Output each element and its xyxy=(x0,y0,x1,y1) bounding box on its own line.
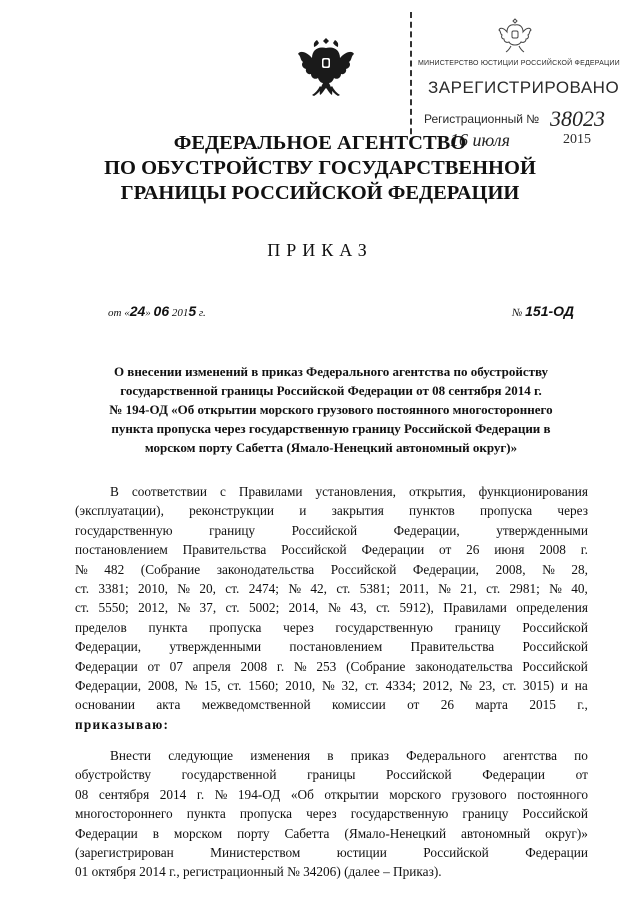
amendment-paragraph xyxy=(75,746,588,882)
word: № xyxy=(288,581,302,597)
word: Федерации, xyxy=(393,522,460,538)
heading-line: № 194-ОД «Об открытии морского грузового постоянного многостороннего xyxy=(109,402,553,417)
word: границу xyxy=(209,522,256,538)
word: 2008 xyxy=(539,542,566,558)
word: Российской xyxy=(522,639,588,655)
word: «Об xyxy=(290,786,314,802)
word: № xyxy=(184,678,198,694)
word: от xyxy=(439,542,452,558)
word: 20, xyxy=(199,581,216,597)
word: 482 xyxy=(104,561,125,577)
word: Внести xyxy=(110,748,152,763)
word: сентября xyxy=(98,786,150,802)
heading-line: морском порту Сабетта (Ямало-Ненецкий автономный округ)» xyxy=(144,440,518,455)
paragraph-line xyxy=(75,824,588,843)
word: открытия, xyxy=(408,484,466,499)
word: 26 xyxy=(466,542,480,558)
word: 3381; xyxy=(98,581,129,597)
word: 07 xyxy=(169,658,183,674)
word: Российской xyxy=(423,845,489,861)
word: функционирования xyxy=(478,484,588,499)
word: пропуска xyxy=(209,619,262,635)
word: (Ямало-Ненецкий xyxy=(344,825,447,841)
stamp-reg-date: 16 июля xyxy=(450,130,510,150)
word: ст. xyxy=(227,678,242,694)
paragraph-line xyxy=(75,804,588,823)
word: 2012, xyxy=(422,678,453,694)
word: государственной xyxy=(181,767,277,783)
word: Федерации xyxy=(75,825,138,841)
word: пределов xyxy=(75,619,127,635)
paragraph-line xyxy=(75,746,588,765)
word: 21, xyxy=(460,581,477,597)
word: № xyxy=(177,600,191,616)
word: морского xyxy=(389,786,442,802)
ministry-eagle-logo xyxy=(498,16,532,54)
word: № xyxy=(177,581,190,597)
heading-line: О внесении изменений в приказ Федерального агентства по обустройству xyxy=(113,364,549,379)
stamp-ministry-name: МИНИСТЕРСТВО ЮСТИЦИИ РОССИЙСКОЙ ФЕДЕРАЦИИ xyxy=(418,60,620,67)
stamp-reg-year: 2015 xyxy=(563,132,591,147)
word: 2981; xyxy=(509,581,540,597)
word: марта xyxy=(475,697,508,713)
word: № xyxy=(542,561,555,577)
order-number xyxy=(512,303,574,319)
word: ст. xyxy=(486,581,501,597)
word: Федерации, xyxy=(412,561,480,577)
word: следующие xyxy=(168,748,234,763)
word: № xyxy=(287,864,304,880)
word: 32, xyxy=(341,678,359,694)
word: Российской xyxy=(522,806,588,822)
paragraph-line xyxy=(75,695,588,714)
word: государственную xyxy=(335,619,433,635)
word: 28, xyxy=(571,561,588,577)
date-mid: » xyxy=(145,307,154,319)
word: 5002; xyxy=(248,600,280,616)
word: ст. xyxy=(75,581,90,597)
word: изменения xyxy=(250,748,311,763)
heading-line: государственной границы Российской Федерации от 08 сентября 2014 г. xyxy=(120,383,542,398)
word: 5912), xyxy=(399,600,434,616)
word: границы xyxy=(307,767,356,783)
word: 2014, xyxy=(288,600,319,616)
word: приказ xyxy=(350,748,389,763)
word: пункта xyxy=(148,619,188,635)
word: г. xyxy=(580,542,588,558)
word: 2012, xyxy=(138,600,169,616)
word: 37, xyxy=(199,600,217,616)
agency-name-line: ФЕДЕРАЛЬНОЕ АГЕНТСТВО xyxy=(173,132,467,154)
stamp-registered-label: ЗАРЕГИСТРИРОВАНО xyxy=(428,78,620,97)
year-suffix: г. xyxy=(196,307,206,319)
word: Российской xyxy=(281,542,347,558)
order-month: 06 xyxy=(153,303,170,319)
word: регистрационный xyxy=(183,864,288,880)
paragraph-line xyxy=(75,676,588,695)
word: 194-ОД xyxy=(237,786,281,802)
year-prefix: 201 xyxy=(169,307,189,319)
word: юстиции xyxy=(336,845,387,861)
word: Федерации xyxy=(75,658,138,674)
word: закрытия xyxy=(331,503,384,519)
word: 40, xyxy=(571,581,588,597)
word: (Собрание xyxy=(346,658,406,674)
word: многостороннего xyxy=(75,806,173,822)
word: № xyxy=(214,786,228,802)
registration-stamp xyxy=(410,12,620,150)
word: – xyxy=(383,864,394,880)
word: от xyxy=(147,658,160,674)
paragraph-line xyxy=(75,843,588,862)
word: № xyxy=(327,600,341,616)
word: и xyxy=(560,678,568,694)
word: Федерального xyxy=(406,748,486,763)
paragraph-line xyxy=(75,501,588,520)
word: 2014 xyxy=(159,786,187,802)
word: пунктов xyxy=(409,503,455,519)
word: грузового xyxy=(451,786,507,802)
word: пропуска xyxy=(479,503,533,519)
word: округ)» xyxy=(545,825,588,841)
agency-name-line: ГРАНИЦЫ РОССИЙСКОЙ ФЕДЕРАЦИИ xyxy=(120,182,520,204)
word: государственную xyxy=(75,522,173,538)
word: 2474; xyxy=(248,581,279,597)
word: границу xyxy=(462,806,509,822)
word: порту xyxy=(237,825,270,841)
word: от xyxy=(407,697,420,713)
word: от xyxy=(575,767,588,783)
stamp-reg-number: 38023 xyxy=(550,106,605,131)
word: 5550; xyxy=(98,600,129,616)
word: 01 xyxy=(75,864,92,880)
word: и xyxy=(299,503,307,519)
word: в xyxy=(152,825,159,841)
document-type: ПРИКАЗ xyxy=(267,240,373,260)
word: (Собрание xyxy=(140,561,201,577)
word: Правительства xyxy=(182,542,267,558)
word: ст. xyxy=(225,581,240,597)
stamp-border xyxy=(410,12,412,144)
word: ст. xyxy=(336,581,351,597)
word: ст. xyxy=(75,600,90,616)
word: пункта xyxy=(186,806,226,822)
word: Российской xyxy=(291,522,358,538)
word: Российской xyxy=(386,767,452,783)
paragraph-line xyxy=(75,862,588,881)
word: 34206) xyxy=(303,864,345,880)
word: 23, xyxy=(478,678,496,694)
word: ст. xyxy=(376,600,391,616)
word: соответствии xyxy=(131,484,207,499)
word: Правительства xyxy=(410,639,495,655)
word: постановлением xyxy=(75,542,168,558)
word: 3015) xyxy=(523,678,555,694)
order-number-value: 151-ОД xyxy=(525,303,574,319)
word: границу xyxy=(454,619,501,635)
word: государственную xyxy=(350,806,449,822)
word: через xyxy=(306,806,337,822)
paragraph-line xyxy=(75,482,588,501)
paragraph-line xyxy=(75,618,588,637)
word: Федерации, xyxy=(75,678,142,694)
word: 5381; xyxy=(359,581,391,597)
paragraph-line xyxy=(75,637,588,656)
word: 43, xyxy=(350,600,367,616)
word: В xyxy=(110,484,119,499)
word: 2008, xyxy=(147,678,178,694)
word: № xyxy=(75,561,88,577)
word: № xyxy=(293,658,307,674)
order-heading xyxy=(72,362,590,457)
word: № xyxy=(459,678,473,694)
word: 2008 xyxy=(240,658,268,674)
order-year-digit: 5 xyxy=(188,303,197,319)
word: 253 xyxy=(316,658,337,674)
double-headed-eagle-emblem xyxy=(297,34,355,100)
word: обустройству xyxy=(75,767,152,783)
order-day: 24 xyxy=(129,303,146,319)
number-prefix: № xyxy=(512,307,526,319)
word: (зарегистрирован xyxy=(75,845,174,861)
word: законодательства xyxy=(415,658,513,674)
word: постоянного xyxy=(517,786,588,802)
word: 2014 xyxy=(139,864,170,880)
word: Приказ). xyxy=(393,864,442,880)
word: утвержденными xyxy=(496,522,588,538)
word: постановлением xyxy=(289,639,383,655)
paragraph-line xyxy=(75,598,588,617)
word: Российской xyxy=(330,561,397,577)
word: по xyxy=(574,748,588,763)
word: ст. xyxy=(502,678,517,694)
word: Федерации xyxy=(482,767,545,783)
stamp-reg-number-label: Регистрационный № xyxy=(424,112,540,126)
word: пропуска xyxy=(239,806,293,822)
paragraph-line xyxy=(75,785,588,804)
word: Федерации xyxy=(525,845,588,861)
agency-name xyxy=(60,131,580,206)
word: июня xyxy=(494,542,525,558)
paragraph-line xyxy=(75,540,588,559)
word: комиссии xyxy=(331,697,386,713)
paragraph-line xyxy=(75,521,588,540)
word: через xyxy=(557,503,588,519)
word: 2008, xyxy=(495,561,526,577)
word: № xyxy=(321,678,335,694)
word: № xyxy=(438,581,451,597)
word: установления, xyxy=(315,484,396,499)
word: № xyxy=(549,581,562,597)
word: 2011, xyxy=(399,581,429,597)
word: апреля xyxy=(192,658,231,674)
word: (эксплуатации), xyxy=(75,503,164,519)
word: ст. xyxy=(225,600,240,616)
word: ст. xyxy=(364,678,379,694)
paragraph-line xyxy=(75,560,588,579)
preamble-paragraph xyxy=(75,482,588,734)
word: автономный xyxy=(461,825,531,841)
word: г., xyxy=(169,864,184,880)
word: 2010, xyxy=(285,678,316,694)
word: акта xyxy=(156,697,181,713)
word: основании xyxy=(75,697,135,713)
date-prefix: от « xyxy=(108,307,130,319)
word: агентства xyxy=(503,748,558,763)
word: Министерством xyxy=(210,845,301,861)
paragraph-line xyxy=(75,715,588,734)
word: Российской xyxy=(522,658,588,674)
heading-line: пункта пропуска через государственную границу Российской Федерации в xyxy=(111,421,551,436)
word: Сабетта xyxy=(284,825,330,841)
paragraph-line xyxy=(75,657,588,676)
word: 2015 xyxy=(529,697,556,713)
word: октября xyxy=(91,864,140,880)
word: через xyxy=(283,619,314,635)
word: Правилами xyxy=(443,600,507,616)
word: 26 xyxy=(440,697,455,713)
word: в xyxy=(327,748,334,763)
word: 15, xyxy=(204,678,221,694)
word: реконструкции xyxy=(189,503,275,519)
word: законодательства xyxy=(216,561,315,577)
word: с xyxy=(219,484,226,499)
word: на xyxy=(574,678,588,694)
word: 08 xyxy=(75,786,89,802)
word: определения xyxy=(516,600,588,616)
word: (далее xyxy=(344,864,384,880)
word: Правилами xyxy=(238,484,303,499)
word: 42, xyxy=(310,581,327,597)
word: Федерации xyxy=(361,542,425,558)
word: 1560; xyxy=(248,678,279,694)
order-directive: приказываю: xyxy=(75,716,170,732)
agency-name-line: ПО ОБУСТРОЙСТВУ ГОСУДАРСТВЕННОЙ xyxy=(104,157,536,179)
word: межведомственной xyxy=(201,697,311,713)
word: г. xyxy=(196,786,205,802)
word: г., xyxy=(577,697,588,713)
word: 4334; xyxy=(385,678,416,694)
paragraph-line xyxy=(75,765,588,784)
order-date xyxy=(108,303,206,319)
word: открытии xyxy=(324,786,379,802)
paragraph-line xyxy=(75,579,588,598)
word: Федерации, xyxy=(75,639,142,655)
word: Российской xyxy=(522,619,588,635)
word: утвержденными xyxy=(169,639,262,655)
word: 2010, xyxy=(138,581,168,597)
word: морском xyxy=(173,825,223,841)
word: г. xyxy=(276,658,285,674)
